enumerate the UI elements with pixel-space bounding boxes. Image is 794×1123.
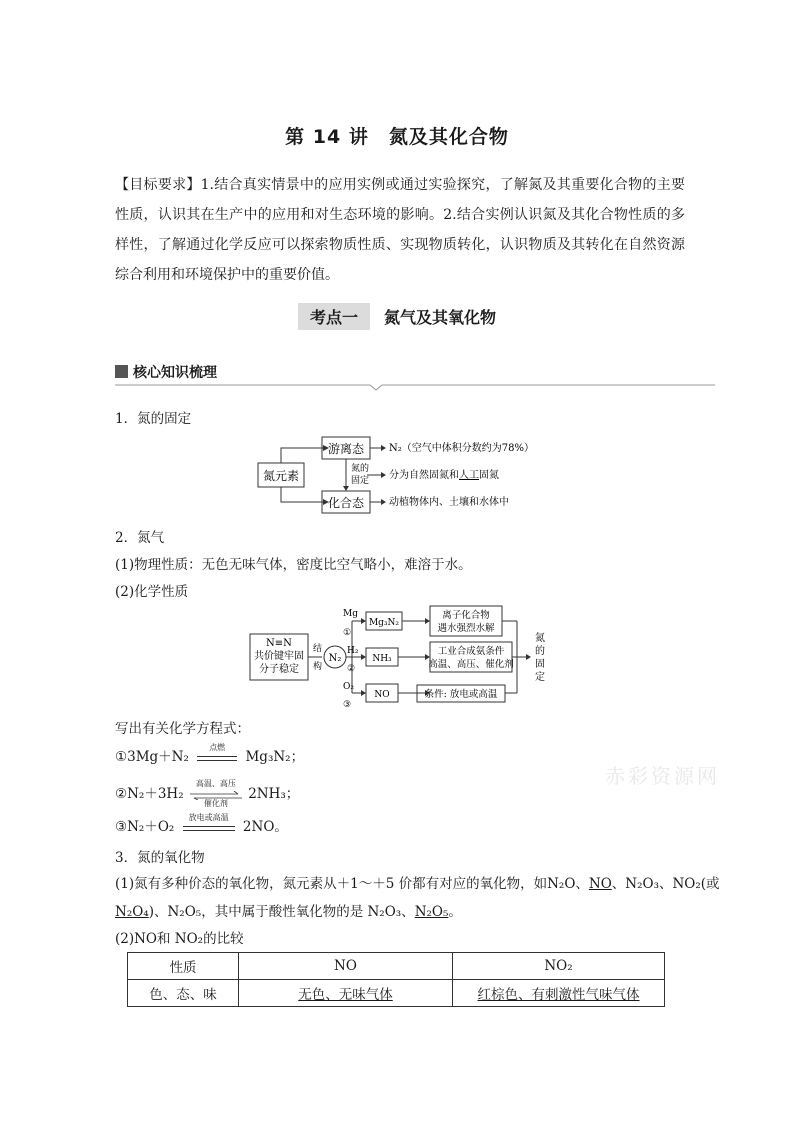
equation-3 bbox=[115, 812, 288, 835]
s2-chemical: (2)化学性质 bbox=[115, 584, 189, 600]
s2-physical: (1)物理性质：无色无味气体，密度比空气略小，难溶于水。 bbox=[115, 557, 472, 573]
s3-p1-b: 、N₂O₃、NO₂(或 bbox=[611, 876, 720, 892]
r2-product: NH₃ bbox=[372, 654, 392, 664]
r1-product: Mg₃N₂ bbox=[368, 618, 400, 628]
right-label-3: 固 bbox=[535, 659, 545, 670]
n2-center: N₂ bbox=[328, 653, 342, 664]
r2-reagent: H₂ bbox=[347, 646, 359, 656]
comparison-table bbox=[127, 952, 665, 1007]
eq3-condition: 放电或高温 bbox=[188, 812, 229, 822]
eq1-num: ① bbox=[115, 749, 128, 765]
equation-2 bbox=[115, 778, 300, 808]
s3-paragraph-2 bbox=[115, 900, 462, 920]
no2-properties: 红棕色、有刺激性气味气体 bbox=[477, 987, 640, 1003]
nitrogen-chemistry-diagram bbox=[245, 603, 555, 711]
free-state-desc: N₂（空气中体积分数约为78%） bbox=[389, 443, 534, 454]
r1-num: ① bbox=[343, 628, 352, 638]
struct-line-3: 分子稳定 bbox=[259, 664, 299, 675]
r3-reagent: O₂ bbox=[343, 682, 354, 692]
r1-note-2: 遇水强烈水解 bbox=[437, 623, 495, 634]
r2-num: ② bbox=[347, 664, 356, 674]
right-label-4: 定 bbox=[535, 672, 545, 683]
eq2-num: ② bbox=[115, 786, 128, 802]
right-label-2: 的 bbox=[535, 646, 545, 657]
s1-heading: 1．氮的固定 bbox=[115, 411, 192, 427]
section-heading bbox=[115, 362, 217, 382]
struct-line-2: 共价键牢固 bbox=[254, 651, 304, 662]
eq2-left: N₂＋3H₂ bbox=[127, 786, 184, 802]
goal-text: 1.结合真实情景中的应用实例或通过实验探究，了解氮及其重要化合物的主要性质，认识其在生产中的应用和对生态环境的影响。2.结合实例认识氮及其化合物性质的多样性，了解通过化学反应可以探索物质性质、实现物质转化，认识物质及其转化在自然资源综合利用和环境保护中的重要价值。 bbox=[115, 177, 685, 283]
section-divider bbox=[115, 380, 715, 392]
eq1-left: 3Mg＋N₂ bbox=[127, 749, 189, 765]
eq1-arrow bbox=[197, 742, 237, 765]
goal-tag: 【目标要求】 bbox=[115, 177, 201, 193]
struct-line-1: N≡N bbox=[266, 638, 292, 649]
kaodian-label: 考点一 bbox=[298, 303, 370, 330]
eq2-condition-top: 高温、高压 bbox=[195, 778, 236, 788]
eq2-arrow bbox=[190, 778, 242, 808]
equation-1 bbox=[115, 742, 305, 765]
kaodian-title: 氮气及其氧化物 bbox=[384, 308, 497, 327]
eq3-right: 2NO。 bbox=[242, 819, 288, 835]
answer-no: NO bbox=[588, 876, 612, 892]
kaodian-heading bbox=[0, 303, 794, 330]
r3-num: ③ bbox=[343, 700, 352, 710]
s2-heading: 2．氮气 bbox=[115, 530, 165, 546]
table-header-row bbox=[128, 953, 665, 980]
answer-n2o4: N₂O₄ bbox=[115, 904, 149, 920]
answer-n2o5: N₂O₅ bbox=[414, 904, 449, 920]
r3-note: 条件: 放电或高温 bbox=[424, 689, 498, 700]
eq3-arrow bbox=[183, 812, 235, 835]
table-cell: 色、态、味 bbox=[128, 980, 239, 1007]
s3-p2-c: 。 bbox=[448, 904, 462, 920]
eq1-condition: 点燃 bbox=[209, 742, 226, 752]
table-cell bbox=[239, 980, 453, 1007]
table-header: NO₂ bbox=[453, 953, 665, 980]
learning-goals bbox=[115, 170, 685, 290]
r1-note-1: 离子化合物 bbox=[442, 610, 490, 621]
r1-reagent: Mg bbox=[343, 609, 358, 619]
fixation-side-label-2: 固定 bbox=[351, 476, 370, 486]
r2-note-2: 高温、高压、催化剂 bbox=[428, 659, 514, 670]
eq3-num: ③ bbox=[115, 819, 128, 835]
fixation-side-label-1: 氮的 bbox=[351, 464, 370, 474]
s3-paragraph-1 bbox=[115, 872, 720, 892]
right-label-1: 氮 bbox=[535, 633, 545, 644]
write-prompt: 写出有关化学方程式： bbox=[115, 721, 250, 737]
struct-label-2: 构 bbox=[313, 662, 323, 672]
combined-state-desc: 动植物体内、土壤和水体中 bbox=[389, 497, 509, 508]
diagram-free-state: 游离态 bbox=[327, 442, 365, 456]
diagram-combined-state: 化合态 bbox=[327, 496, 365, 510]
table-cell bbox=[453, 980, 665, 1007]
eq1-right: Mg₃N₂； bbox=[245, 749, 305, 765]
eq2-condition-bottom: 催化剂 bbox=[203, 798, 228, 808]
s3-p2-b: )、N₂O₅，其中属于酸性氧化物的是 N₂O₃、 bbox=[148, 904, 415, 920]
table-header: 性质 bbox=[128, 953, 239, 980]
r3-product: NO bbox=[374, 690, 390, 700]
section-square-icon bbox=[115, 365, 128, 378]
table-header: NO bbox=[239, 953, 453, 980]
no-properties: 无色、无味气体 bbox=[298, 987, 393, 1003]
struct-label-1: 结 bbox=[313, 644, 323, 654]
fixation-desc: 分为自然固氮和人工固氮 bbox=[389, 470, 499, 481]
table-row bbox=[128, 980, 665, 1007]
nitrogen-fixation-diagram bbox=[255, 435, 555, 515]
eq3-left: N₂＋O₂ bbox=[127, 819, 175, 835]
watermark: 赤彩资源网 bbox=[605, 764, 720, 788]
r2-note-1: 工业合成氨条件 bbox=[437, 646, 505, 657]
s3-p1-a: (1)氮有多种价态的氧化物，氮元素从＋1～＋5 价都有对应的氧化物，如N₂O、 bbox=[115, 876, 589, 892]
section-heading-text: 核心知识梳理 bbox=[133, 365, 217, 381]
page-title: 第 14 讲 氮及其化合物 bbox=[285, 126, 509, 148]
eq2-right: 2NH₃； bbox=[248, 786, 300, 802]
s3-heading: 3．氮的氧化物 bbox=[115, 850, 205, 866]
s3-paragraph-3: (2)NO和 NO₂的比较 bbox=[115, 931, 244, 947]
diagram-root: 氮元素 bbox=[262, 469, 300, 483]
